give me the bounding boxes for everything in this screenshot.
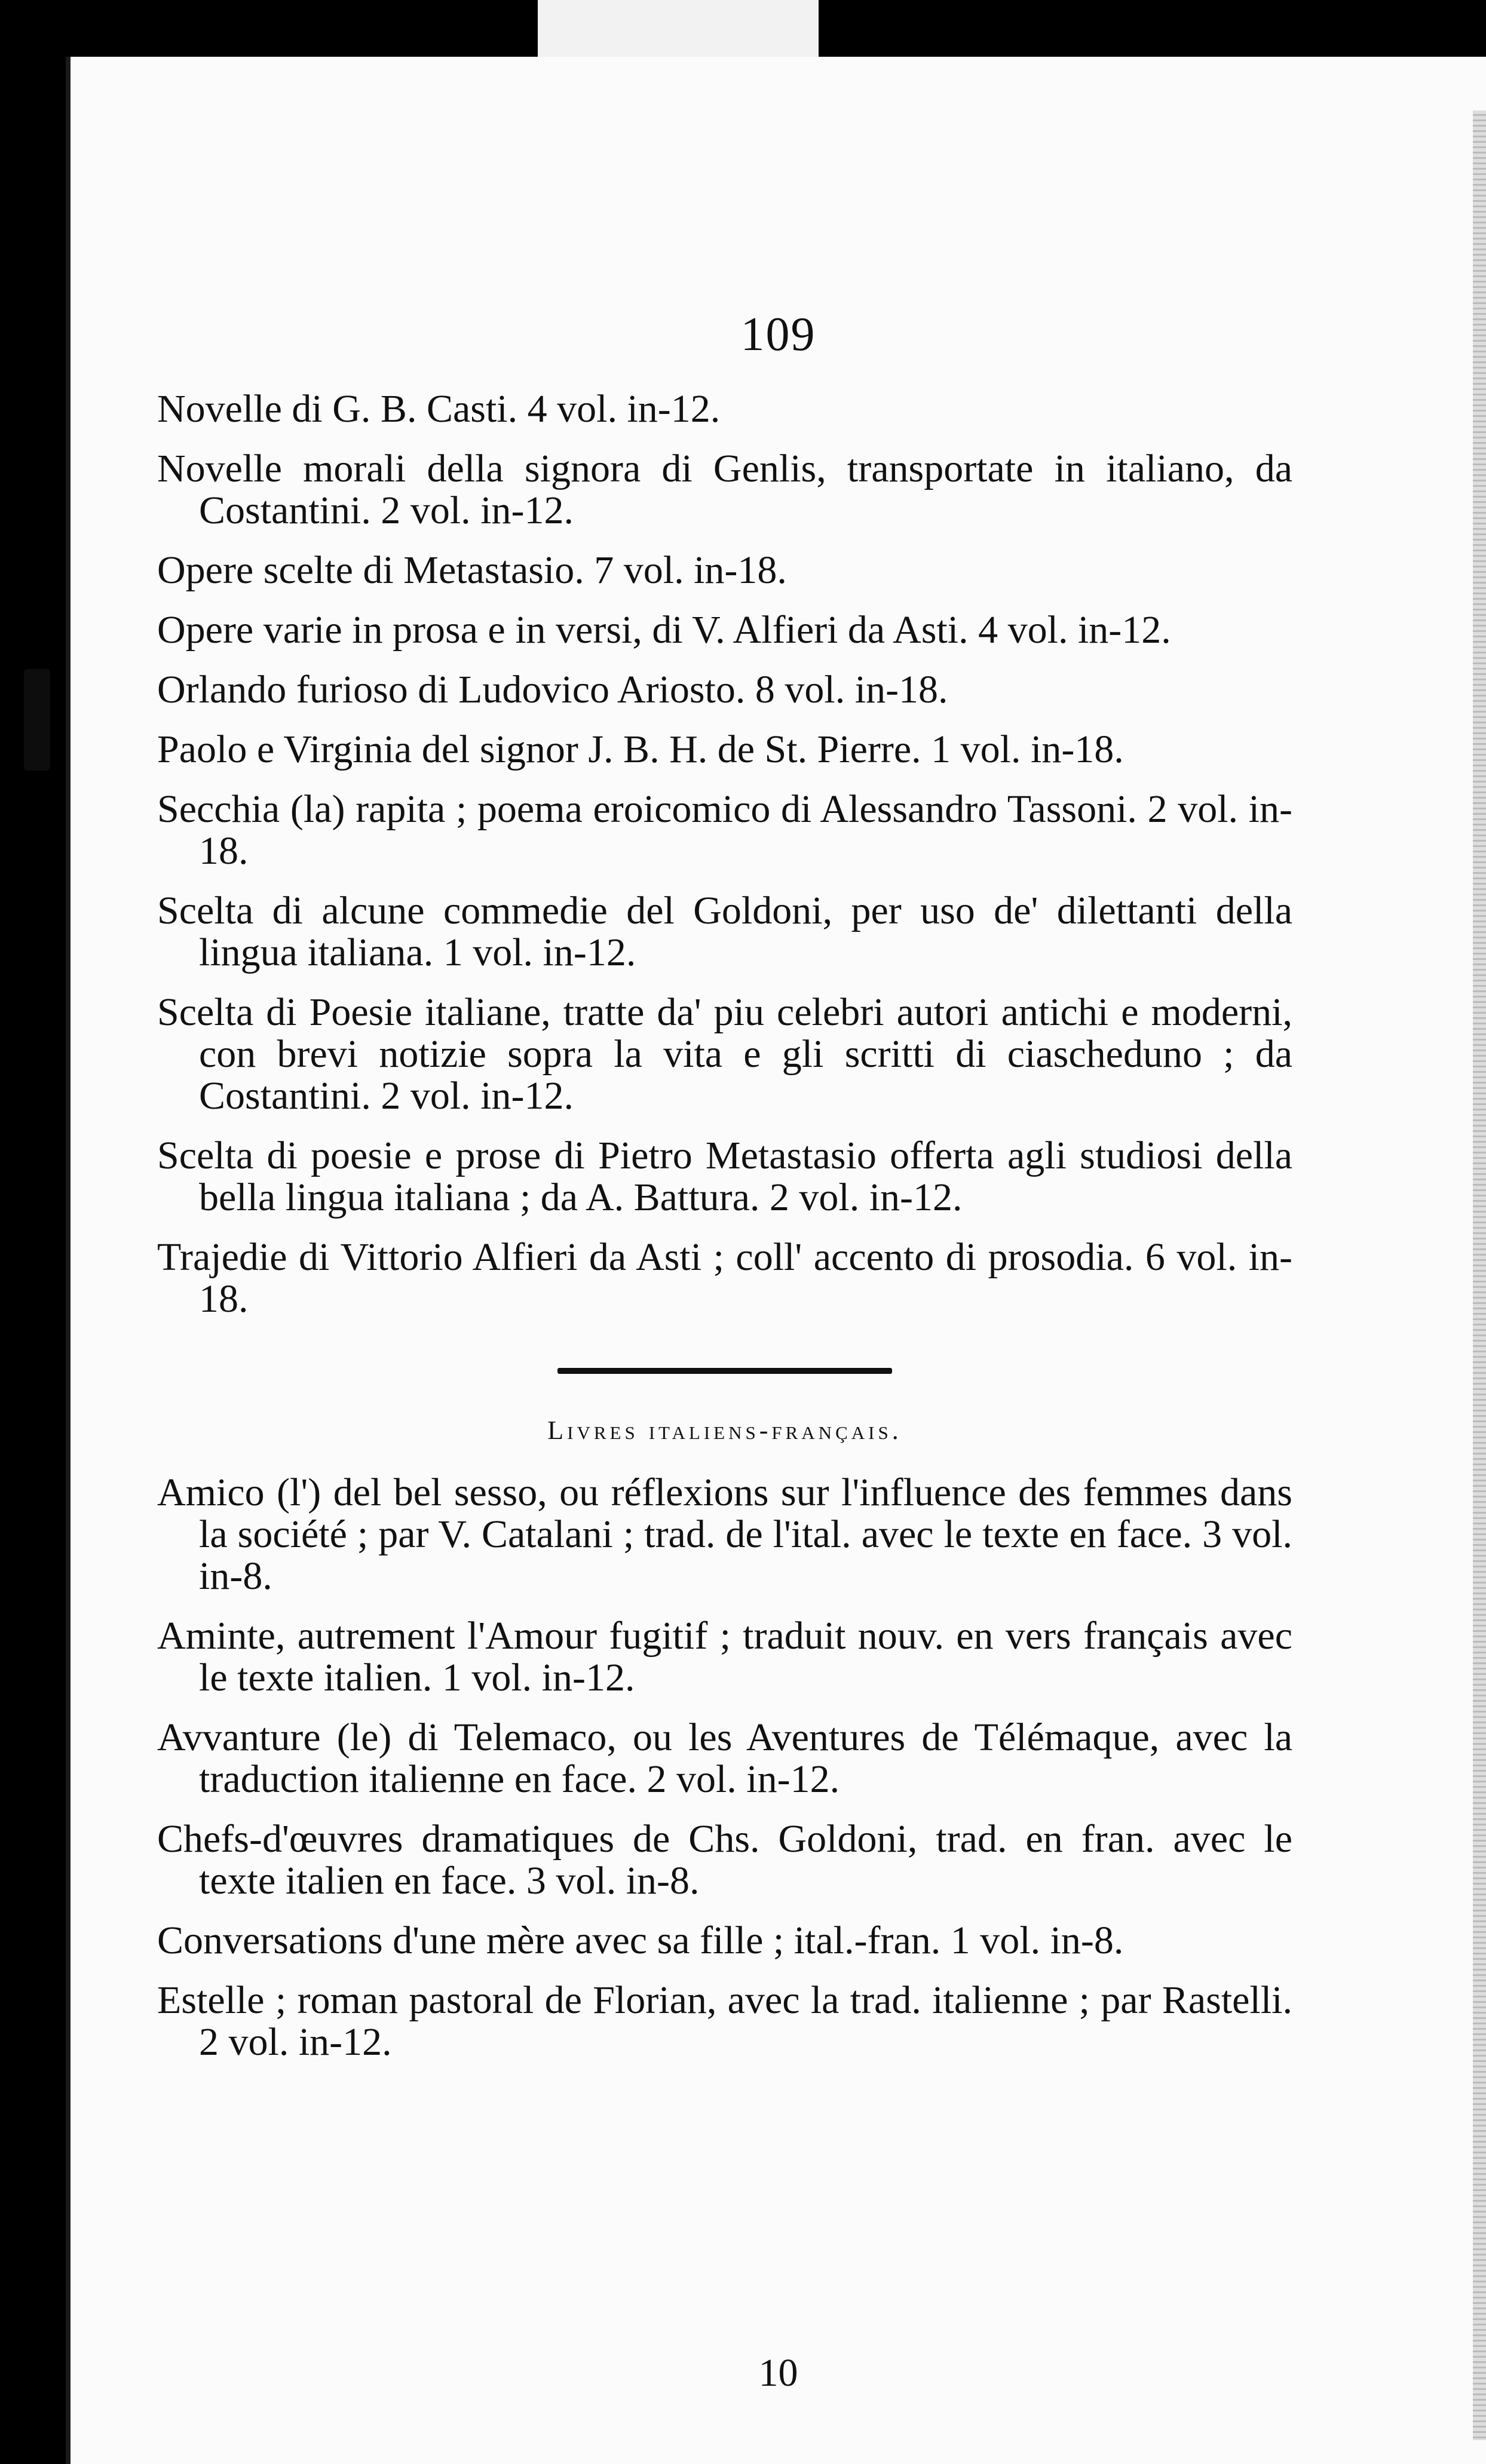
list-item: Opere scelte di Metastasio. 7 vol. in-18. bbox=[157, 548, 787, 592]
list-item: Secchia (la) rapita ; poema eroicomico di Alessandro Tassoni. 2 vol. in-18. bbox=[157, 787, 1292, 873]
list-item: Trajedie di Vittorio Alfieri da Asti ; coll' accento di prosodia. 6 vol. in-18. bbox=[157, 1235, 1292, 1321]
list-item: Estelle ; roman pastoral de Florian, avec la trad. italienne ; par Rastelli. 2 vol. in-12. bbox=[157, 1978, 1292, 2064]
list-item: Avvanture (le) di Telemaco, ou les Aventures de Télémaque, avec la traduction italienne en face. 2 vol. in-12. bbox=[157, 1716, 1292, 1801]
section-divider bbox=[557, 1368, 892, 1374]
section-title: Livres italiens-français. bbox=[547, 1416, 902, 1445]
signature-mark: 10 bbox=[758, 2351, 798, 2395]
italian-books-list bbox=[157, 388, 1292, 1320]
list-item: Novelle di G. B. Casti. 4 vol. in-12. bbox=[157, 387, 721, 431]
page-number: 109 bbox=[740, 308, 816, 361]
list-item: Amico (l') del bel sesso, ou réflexions sur l'influence des femmes dans la société ; par V. Catalani ; trad. de l'ital. avec le texte en face. 3 vol. in-8. bbox=[157, 1471, 1292, 1598]
list-item: Aminte, autrement l'Amour fugitif ; traduit nouv. en vers français avec le texte italien. 1 vol. in-12. bbox=[157, 1614, 1292, 1699]
list-item: Chefs-d'œuvres dramatiques de Chs. Goldoni, trad. en fran. avec le texte italien en face. 3 vol. in-8. bbox=[157, 1817, 1292, 1903]
list-item: Orlando furioso di Ludovico Ariosto. 8 vol. in-18. bbox=[157, 668, 948, 711]
binding-mark bbox=[24, 669, 50, 771]
list-item: Conversations d'une mère avec sa fille ; ital.-fran. 1 vol. in-8. bbox=[157, 1919, 1124, 1962]
list-item: Scelta di poesie e prose di Pietro Metastasio offerta agli studiosi della bella lingua italiana ; da A. Battura. 2 vol. in-12. bbox=[157, 1134, 1292, 1219]
scan-top-tab bbox=[538, 0, 819, 60]
list-item: Scelta di Poesie italiane, tratte da' piu celebri autori antichi e moderni, con brevi notizie sopra la vita e gli scritti di ciascheduno ; da Costantini. 2 vol. in-12. bbox=[157, 990, 1292, 1118]
book-page bbox=[66, 57, 1486, 2464]
catalogue-content bbox=[157, 388, 1292, 2081]
list-item: Opere varie in prosa e in versi, di V. Alfieri da Asti. 4 vol. in-12. bbox=[157, 608, 1171, 652]
page-edge bbox=[1473, 111, 1486, 2440]
bilingual-books-list bbox=[157, 1472, 1292, 2063]
list-item: Paolo e Virginia del signor J. B. H. de St. Pierre. 1 vol. in-18. bbox=[157, 728, 1124, 771]
list-item: Scelta di alcune commedie del Goldoni, per uso de' dilettanti della lingua italiana. 1 vol. in-12. bbox=[157, 889, 1292, 974]
list-item: Novelle morali della signora di Genlis, transportate in italiano, da Costantini. 2 vol. in-12. bbox=[157, 447, 1292, 532]
